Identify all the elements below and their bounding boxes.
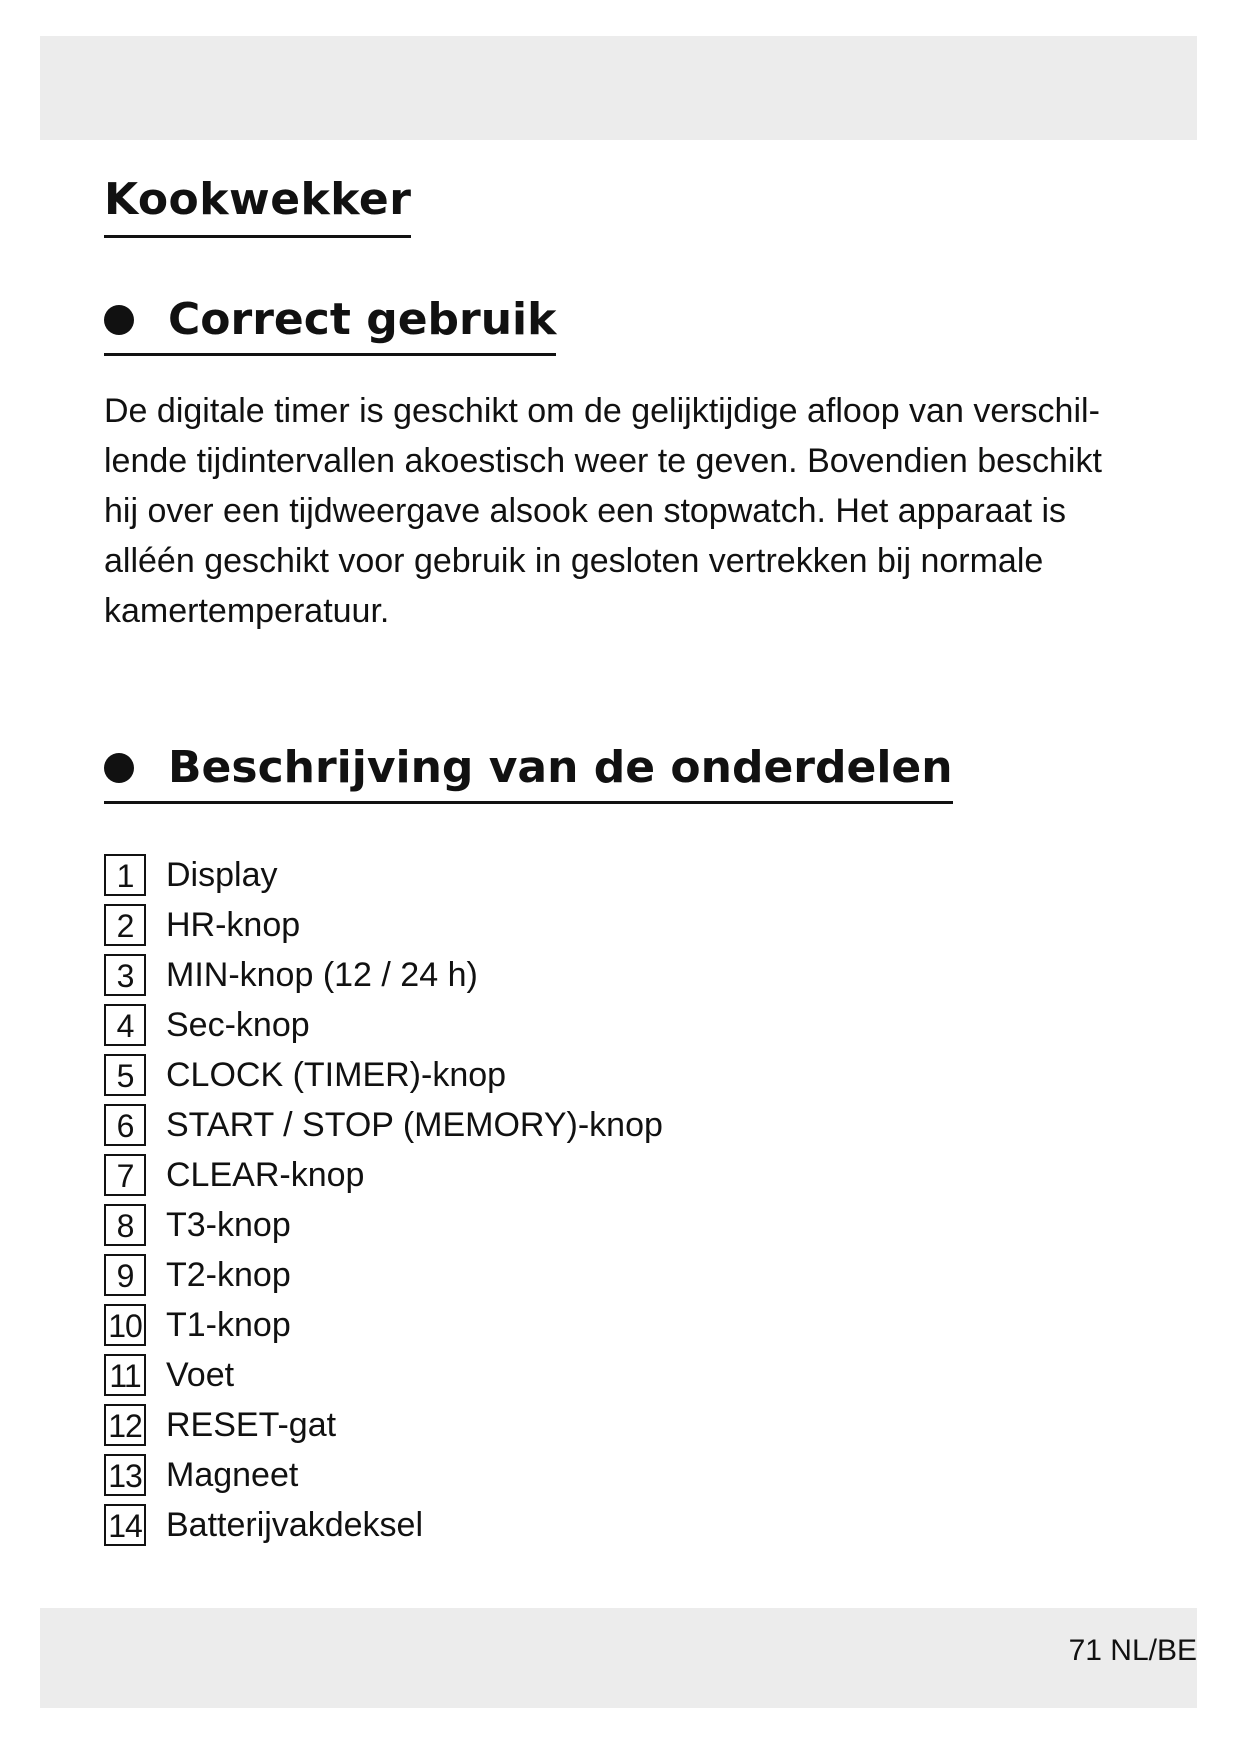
- section-heading-text: Beschrijving van de onderdelen: [168, 742, 953, 793]
- bullet-icon: [104, 305, 134, 335]
- part-label: T3-knop: [166, 1205, 291, 1244]
- document-page: [40, 36, 1197, 1708]
- part-item: [104, 1100, 663, 1150]
- part-item: [104, 1050, 663, 1100]
- part-label: RESET-gat: [166, 1405, 337, 1444]
- part-item: [104, 850, 663, 900]
- part-item: [104, 1450, 663, 1500]
- part-label: CLOCK (TIMER)-knop: [166, 1055, 507, 1094]
- part-number-box: 8: [104, 1204, 146, 1246]
- paragraph-line: lende tijdintervallen akoestisch weer te geven. Bovendien beschikt: [104, 442, 1102, 480]
- part-number-box: 13: [104, 1454, 146, 1496]
- bullet-icon: [104, 753, 134, 783]
- part-number-box: 5: [104, 1054, 146, 1096]
- part-label: MIN-knop (12 / 24 h): [166, 955, 478, 994]
- part-label: T1-knop: [166, 1305, 291, 1344]
- part-number-box: 2: [104, 904, 146, 946]
- paragraph-line: De digitale timer is geschikt om de gelijktijdige afloop van verschil-: [104, 392, 1100, 430]
- part-item: [104, 1250, 663, 1300]
- paragraph-line: hij over een tijdweergave alsook een stopwatch. Het apparaat is: [104, 492, 1067, 530]
- part-label: Voet: [166, 1355, 235, 1394]
- page-number: 71 NL/BE: [1068, 1634, 1197, 1667]
- section-heading-onderdelen: [104, 742, 953, 804]
- part-number-box: 4: [104, 1004, 146, 1046]
- part-item: [104, 900, 663, 950]
- part-label: Sec-knop: [166, 1005, 310, 1044]
- part-number-box: 12: [104, 1404, 146, 1446]
- page-title: Kookwekker: [104, 174, 411, 238]
- part-item: [104, 1350, 663, 1400]
- part-number-box: 11: [104, 1354, 146, 1396]
- part-label: Magneet: [166, 1455, 299, 1494]
- part-item: [104, 1200, 663, 1250]
- part-label: T2-knop: [166, 1255, 291, 1294]
- part-number-box: 1: [104, 854, 146, 896]
- part-number-box: 9: [104, 1254, 146, 1296]
- part-number-box: 10: [104, 1304, 146, 1346]
- parts-list: [104, 850, 663, 1550]
- section-heading-text: Correct gebruik: [168, 294, 557, 345]
- part-label: HR-knop: [166, 905, 301, 944]
- part-item: [104, 1300, 663, 1350]
- part-number-box: 7: [104, 1154, 146, 1196]
- section-heading-correct-gebruik: [104, 294, 556, 356]
- part-item: [104, 1500, 663, 1550]
- part-item: [104, 1400, 663, 1450]
- footer-band: [40, 1608, 1197, 1708]
- part-item: [104, 1000, 663, 1050]
- part-label: Batterijvakdeksel: [166, 1505, 424, 1544]
- part-label: START / STOP (MEMORY)-knop: [166, 1105, 663, 1144]
- part-number-box: 3: [104, 954, 146, 996]
- part-label: CLEAR-knop: [166, 1155, 365, 1194]
- intended-use-paragraph: [104, 386, 1184, 636]
- header-band: [40, 36, 1197, 140]
- paragraph-line: alléén geschikt voor gebruik in gesloten vertrekken bij normale: [104, 542, 1044, 580]
- paragraph-line: kamertemperatuur.: [104, 592, 390, 630]
- part-number-box: 6: [104, 1104, 146, 1146]
- part-number-box: 14: [104, 1504, 146, 1546]
- part-label: Display: [166, 855, 278, 894]
- part-item: [104, 1150, 663, 1200]
- part-item: [104, 950, 663, 1000]
